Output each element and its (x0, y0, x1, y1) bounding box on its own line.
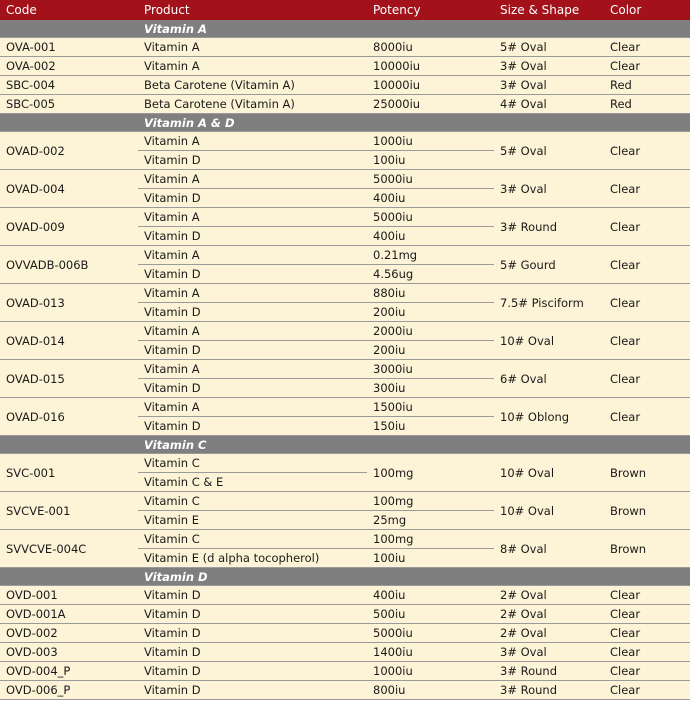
code-cell: SVVCVE-004C (0, 530, 138, 568)
header-product: Product (138, 0, 367, 20)
table-row (0, 284, 690, 303)
size-shape-cell: 3# Oval (494, 57, 604, 76)
table-row (0, 76, 690, 95)
product-cell: Vitamin A (138, 38, 367, 57)
potency-cell: 5000iu (367, 208, 494, 227)
size-shape-cell: 3# Round (494, 662, 604, 681)
header-color: Color (604, 0, 690, 20)
table-row (0, 681, 690, 700)
potency-cell: 3000iu (367, 360, 494, 379)
product-cell: Vitamin C (138, 454, 367, 473)
table-row (0, 454, 690, 473)
color-cell: Brown (604, 492, 690, 530)
potency-cell: 1000iu (367, 132, 494, 151)
product-cell: Vitamin D (138, 662, 367, 681)
product-cell: Vitamin D (138, 189, 367, 208)
product-cell: Vitamin D (138, 605, 367, 624)
size-shape-cell: 2# Oval (494, 605, 604, 624)
potency-cell: 2000iu (367, 322, 494, 341)
header-potency: Potency (367, 0, 494, 20)
table-row (0, 624, 690, 643)
color-cell: Clear (604, 624, 690, 643)
color-cell: Clear (604, 208, 690, 246)
header-row (0, 0, 690, 20)
potency-cell: 1500iu (367, 398, 494, 417)
product-cell: Beta Carotene (Vitamin A) (138, 76, 367, 95)
color-cell: Clear (604, 132, 690, 170)
table-row (0, 530, 690, 549)
potency-cell: 1400iu (367, 643, 494, 662)
code-cell: OVD-003 (0, 643, 138, 662)
color-cell: Clear (604, 170, 690, 208)
product-cell: Vitamin D (138, 681, 367, 700)
section-spacer (0, 568, 138, 586)
color-cell: Clear (604, 605, 690, 624)
product-cell: Vitamin D (138, 417, 367, 436)
size-shape-cell: 5# Oval (494, 38, 604, 57)
color-cell: Brown (604, 530, 690, 568)
color-cell: Clear (604, 57, 690, 76)
code-cell: OVD-001 (0, 586, 138, 605)
potency-cell: 8000iu (367, 38, 494, 57)
size-shape-cell: 3# Oval (494, 170, 604, 208)
potency-cell: 1000iu (367, 662, 494, 681)
product-cell: Vitamin A (138, 322, 367, 341)
code-cell: OVD-002 (0, 624, 138, 643)
color-cell: Clear (604, 398, 690, 436)
potency-cell: 400iu (367, 227, 494, 246)
product-cell: Vitamin D (138, 586, 367, 605)
section-row (0, 114, 690, 132)
color-cell: Clear (604, 643, 690, 662)
potency-cell: 5000iu (367, 170, 494, 189)
product-cell: Vitamin D (138, 303, 367, 322)
section-row (0, 436, 690, 454)
product-cell: Vitamin A (138, 398, 367, 417)
code-cell: SBC-004 (0, 76, 138, 95)
section-title: Vitamin C (138, 436, 690, 454)
section-spacer (0, 114, 138, 132)
code-cell: OVAD-009 (0, 208, 138, 246)
product-cell: Vitamin A (138, 208, 367, 227)
size-shape-cell: 3# Round (494, 208, 604, 246)
table-row (0, 208, 690, 227)
code-cell: OVAD-004 (0, 170, 138, 208)
potency-cell: 10000iu (367, 76, 494, 95)
code-cell: OVD-001A (0, 605, 138, 624)
size-shape-cell: 10# Oval (494, 492, 604, 530)
color-cell: Red (604, 95, 690, 114)
potency-cell: 5000iu (367, 624, 494, 643)
product-cell: Vitamin A (138, 284, 367, 303)
color-cell: Clear (604, 586, 690, 605)
table-body (0, 20, 690, 700)
potency-cell: 10000iu (367, 57, 494, 76)
size-shape-cell: 8# Oval (494, 530, 604, 568)
code-cell: OVAD-014 (0, 322, 138, 360)
table-row (0, 57, 690, 76)
potency-cell: 100mg (367, 492, 494, 511)
section-title: Vitamin A & D (138, 114, 690, 132)
product-cell: Vitamin A (138, 57, 367, 76)
table-row (0, 605, 690, 624)
potency-cell: 0.21mg (367, 246, 494, 265)
size-shape-cell: 2# Oval (494, 586, 604, 605)
product-cell: Vitamin D (138, 643, 367, 662)
product-cell: Vitamin C (138, 492, 367, 511)
potency-cell: 150iu (367, 417, 494, 436)
section-title: Vitamin A (138, 20, 690, 38)
product-cell: Vitamin E (d alpha tocopherol) (138, 549, 367, 568)
code-cell: OVA-002 (0, 57, 138, 76)
section-row (0, 568, 690, 586)
table-row (0, 246, 690, 265)
potency-cell: 300iu (367, 379, 494, 398)
size-shape-cell: 6# Oval (494, 360, 604, 398)
size-shape-cell: 3# Round (494, 681, 604, 700)
potency-cell: 4.56ug (367, 265, 494, 284)
color-cell: Clear (604, 681, 690, 700)
product-cell: Beta Carotene (Vitamin A) (138, 95, 367, 114)
code-cell: OVAD-015 (0, 360, 138, 398)
size-shape-cell: 3# Oval (494, 76, 604, 95)
potency-cell: 25mg (367, 511, 494, 530)
table-row (0, 170, 690, 189)
product-cell: Vitamin D (138, 151, 367, 170)
size-shape-cell: 2# Oval (494, 624, 604, 643)
code-cell: OVA-001 (0, 38, 138, 57)
code-cell: OVD-006_P (0, 681, 138, 700)
size-shape-cell: 5# Oval (494, 132, 604, 170)
section-spacer (0, 20, 138, 38)
table-row (0, 398, 690, 417)
color-cell: Brown (604, 454, 690, 492)
product-cell: Vitamin A (138, 246, 367, 265)
size-shape-cell: 4# Oval (494, 95, 604, 114)
table-row (0, 38, 690, 57)
section-row (0, 20, 690, 38)
potency-cell: 25000iu (367, 95, 494, 114)
potency-cell: 200iu (367, 341, 494, 360)
potency-cell: 880iu (367, 284, 494, 303)
code-cell: SVCVE-001 (0, 492, 138, 530)
size-shape-cell: 5# Gourd (494, 246, 604, 284)
code-cell: OVAD-013 (0, 284, 138, 322)
code-cell: OVD-004_P (0, 662, 138, 681)
table-row (0, 662, 690, 681)
color-cell: Clear (604, 284, 690, 322)
section-spacer (0, 436, 138, 454)
code-cell: OVAD-002 (0, 132, 138, 170)
code-cell: SVC-001 (0, 454, 138, 492)
size-shape-cell: 10# Oblong (494, 398, 604, 436)
color-cell: Red (604, 76, 690, 95)
product-cell: Vitamin D (138, 341, 367, 360)
color-cell: Clear (604, 360, 690, 398)
table-row (0, 360, 690, 379)
potency-cell: 800iu (367, 681, 494, 700)
table-row (0, 643, 690, 662)
size-shape-cell: 7.5# Pisciform (494, 284, 604, 322)
product-cell: Vitamin E (138, 511, 367, 530)
table-row (0, 492, 690, 511)
color-cell: Clear (604, 246, 690, 284)
table-row (0, 132, 690, 151)
color-cell: Clear (604, 662, 690, 681)
size-shape-cell: 10# Oval (494, 454, 604, 492)
section-title: Vitamin D (138, 568, 690, 586)
code-cell: SBC-005 (0, 95, 138, 114)
product-cell: Vitamin D (138, 227, 367, 246)
potency-cell: 100mg (367, 530, 494, 549)
table-row (0, 586, 690, 605)
product-cell: Vitamin C (138, 530, 367, 549)
table-row (0, 95, 690, 114)
product-cell: Vitamin A (138, 132, 367, 151)
table-row (0, 322, 690, 341)
product-cell: Vitamin A (138, 360, 367, 379)
color-cell: Clear (604, 38, 690, 57)
potency-cell: 400iu (367, 586, 494, 605)
code-cell: OVVADB-006B (0, 246, 138, 284)
header-code: Code (0, 0, 138, 20)
potency-cell: 100mg (367, 454, 494, 492)
product-cell: Vitamin C & E (138, 473, 367, 492)
potency-cell: 100iu (367, 549, 494, 568)
potency-cell: 200iu (367, 303, 494, 322)
product-cell: Vitamin D (138, 265, 367, 284)
color-cell: Clear (604, 322, 690, 360)
product-cell: Vitamin D (138, 379, 367, 398)
product-cell: Vitamin D (138, 624, 367, 643)
size-shape-cell: 3# Oval (494, 643, 604, 662)
potency-cell: 100iu (367, 151, 494, 170)
header-size-shape: Size & Shape (494, 0, 604, 20)
code-cell: OVAD-016 (0, 398, 138, 436)
size-shape-cell: 10# Oval (494, 322, 604, 360)
potency-cell: 500iu (367, 605, 494, 624)
product-cell: Vitamin A (138, 170, 367, 189)
potency-cell: 400iu (367, 189, 494, 208)
